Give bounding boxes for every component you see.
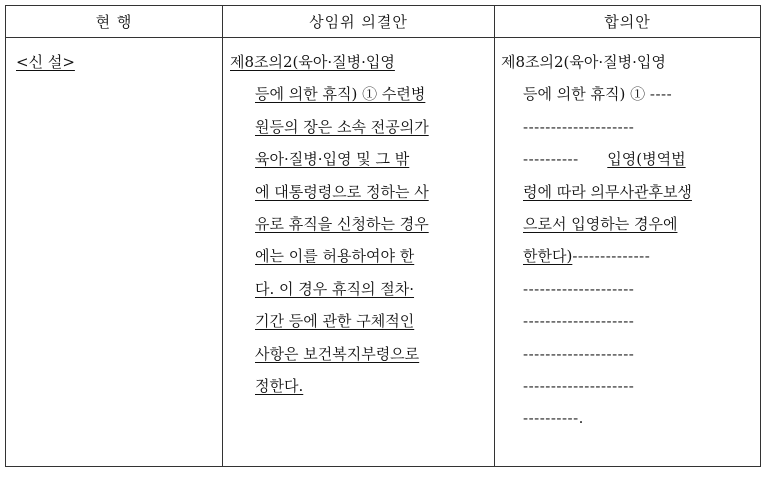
committee-line-10: 사항은 보건복지부령으로 [255, 344, 420, 363]
agreement-line-6: 으로서 입영하는 경우에 [523, 214, 678, 233]
agreement-line-8: -------------------- [523, 279, 635, 298]
agreement-line-9: -------------------- [523, 312, 635, 331]
agreement-line-2-text: 등에 의한 휴직) ① [523, 85, 646, 104]
agreement-line-4-dash: ---------- [523, 150, 579, 169]
agreement-line-7-dash: -------------- [572, 247, 651, 266]
committee-line-11: 정한다. [255, 376, 304, 395]
new-provision-label: <신 설> [16, 53, 75, 71]
body-row [6, 38, 761, 467]
agreement-line-1: 제8조의2(육아·질병·입영 [501, 53, 666, 71]
agreement-line-11: -------------------- [523, 376, 635, 395]
agreement-line-7-text: 한한다) [523, 247, 573, 266]
agreement-line-2 [501, 78, 754, 110]
committee-line-3: 원등의 장은 소속 전공의가 [255, 117, 429, 136]
committee-line-2: 등에 의한 휴직) ① 수련병 [255, 85, 426, 104]
header-row [6, 6, 761, 38]
agreement-line-3: -------------------- [523, 117, 635, 136]
committee-line-8: 다. 이 경우 휴직의 절차· [255, 279, 415, 298]
agreement-cell [495, 38, 761, 467]
agreement-line-2-dash: ---- [649, 85, 673, 104]
header-committee: 상임위 의결안 [223, 6, 495, 38]
header-current: 현 행 [6, 6, 223, 38]
committee-line-6: 유로 휴직을 신청하는 경우 [255, 214, 429, 233]
committee-line-4: 육아·질병·입영 및 그 밖 [255, 150, 410, 169]
committee-line-1: 제8조의2(육아·질병·입영 [230, 53, 395, 71]
committee-line-7: 에는 이를 허용하여야 한 [255, 247, 415, 266]
current-cell [6, 38, 223, 467]
committee-line-9: 기간 등에 관한 구체적인 [255, 312, 415, 331]
agreement-line-5: 령에 따라 의무사관후보생 [523, 182, 692, 201]
agreement-line-12: ----------. [523, 409, 584, 428]
agreement-line-4-text: 입영(병역법 [607, 150, 686, 169]
agreement-line-7 [501, 240, 754, 272]
committee-cell [223, 38, 495, 467]
header-agreement: 합의안 [495, 6, 761, 38]
comparison-table [5, 5, 761, 467]
agreement-line-10: -------------------- [523, 344, 635, 363]
committee-line-5: 에 대통령령으로 정하는 사 [255, 182, 429, 201]
agreement-line-4 [501, 143, 754, 175]
